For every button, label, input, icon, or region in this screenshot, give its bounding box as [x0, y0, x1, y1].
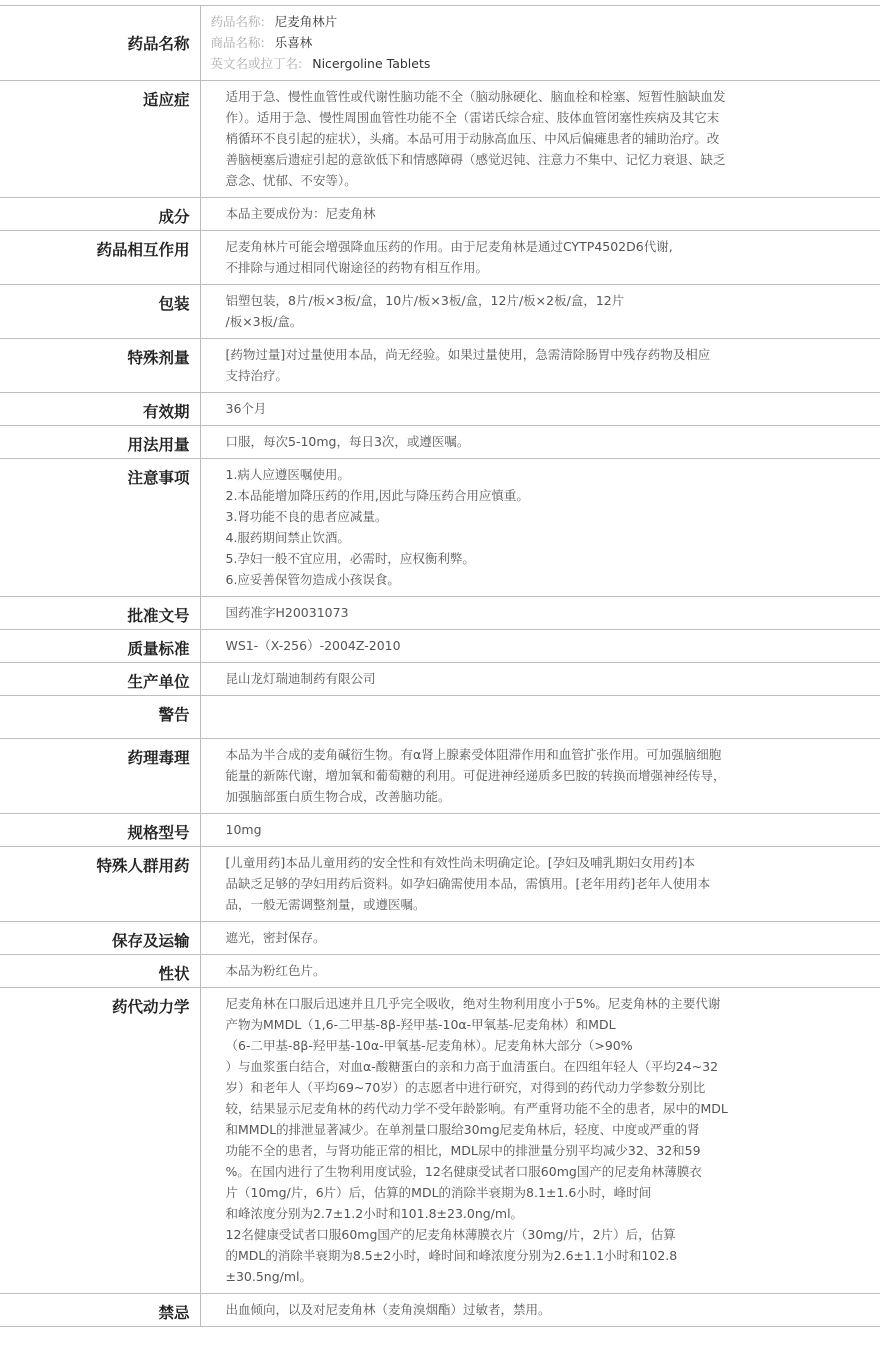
value-line: 遮光，密封保存。: [225, 930, 326, 945]
row-value: [200, 922, 880, 955]
row-label-text: 特殊人群用药: [96, 857, 190, 875]
value-line: （6-二甲基-8β-羟甲基-10α-甲氧基-尼麦角林）。尼麦角林大部分（>90%: [225, 1038, 633, 1053]
value-line: 意念、忧郁、不安等）。: [225, 173, 357, 188]
row-label-text: 成分: [158, 208, 190, 226]
row-label: [0, 630, 200, 663]
value-line: 品缺乏足够的孕妇用药后资料。如孕妇确需使用本品，需慎用。[老年用药]老年人使用本: [225, 876, 711, 891]
row-value: [200, 663, 880, 696]
trade-name-line: [211, 32, 861, 53]
row-label-text: 药理毒理: [127, 749, 190, 767]
value-line: 口服，每次5-10mg，每日3次，或遵医嘱。: [225, 434, 470, 449]
row-label: [0, 663, 200, 696]
value-line: 12名健康受试者口服60mg国产的尼麦角林薄膜衣片（30mg/片，2片）后，估算: [225, 1227, 676, 1242]
row-value: [200, 393, 880, 426]
row-label-text: 警告: [158, 706, 190, 724]
row-label: [0, 988, 200, 1294]
value-line: %。在国内进行了生物利用度试验，12名健康受试者口服60mg国产的尼麦角林薄膜衣: [225, 1164, 702, 1179]
row-label: [0, 847, 200, 922]
row-label: [0, 739, 200, 814]
row-label: [0, 696, 200, 739]
value-line: 功能不全的患者，与肾功能正常的相比，MDL尿中的排泄量分别平均减少32、32和59: [225, 1143, 701, 1158]
value-line: 3.肾功能不良的患者应减量。: [225, 509, 388, 524]
value-line: 5.孕妇一般不宜应用，必需时，应权衡利弊。: [225, 551, 475, 566]
value-line: 和峰浓度分别为2.7±1.2小时和101.8±23.0ng/ml。: [225, 1206, 524, 1221]
row-value: [200, 630, 880, 663]
row-label: [0, 393, 200, 426]
row-label: [0, 1294, 200, 1327]
value-line: 支持治疗。: [225, 368, 289, 383]
row-label: [0, 285, 200, 339]
row-label-text: 批准文号: [127, 607, 190, 625]
value-line: ）与血浆蛋白结合，对血α-酸糖蛋白的亲和力高于血清蛋白。在四组年轻人（平均24~32: [225, 1059, 719, 1074]
row-value: [200, 198, 880, 231]
table-row: [0, 955, 880, 988]
row-label-text: 注意事项: [127, 469, 190, 487]
value-line: 本品主要成份为：尼麦角林: [225, 206, 376, 221]
table-row: [0, 459, 880, 597]
row-value: [200, 1294, 880, 1327]
drug-info-table: [0, 5, 880, 1327]
table-row: [0, 339, 880, 393]
value-line: 岁）和老年人（平均69~70岁）的志愿者中进行研究，对得到的药代动力学参数分别比: [225, 1080, 706, 1095]
value-line: 本品为半合成的麦角碱衍生物。有α肾上腺素受体阻滞作用和血管扩张作用。可加强脑细胞: [225, 747, 722, 762]
value-line: 适用于急、慢性血管性或代谢性脑功能不全（脑动脉硬化、脑血栓和栓塞、短暂性脑缺血发: [225, 89, 726, 104]
row-value: [200, 81, 880, 198]
empty-value: [226, 701, 861, 732]
row-label-text: 包装: [158, 295, 190, 313]
value-line: 品，一般无需调整剂量，或遵医嘱。: [225, 897, 426, 912]
trade-name-value: 乐喜林: [274, 35, 313, 50]
row-label-text: 药品相互作用: [96, 241, 190, 259]
row-label: [0, 955, 200, 988]
row-label-text: 禁忌: [158, 1304, 190, 1322]
row-drug-name: [0, 6, 880, 81]
value-line: 10mg: [225, 822, 262, 837]
value-line: 出血倾向，以及对尼麦角林（麦角溴烟酯）过敏者，禁用。: [225, 1302, 551, 1317]
table-row: [0, 988, 880, 1294]
table-row: [0, 285, 880, 339]
row-label: [0, 6, 200, 81]
row-value: [200, 6, 880, 81]
table-row: [0, 1294, 880, 1327]
value-line: 产物为MMDL（1,6-二甲基-8β-羟甲基-10α-甲氧基-尼麦角林）和MDL: [225, 1017, 616, 1032]
value-line: 1.病人应遵医嘱使用。: [225, 467, 350, 482]
row-label: [0, 198, 200, 231]
row-value: [200, 426, 880, 459]
value-line: 善脑梗塞后遗症引起的意欲低下和情感障碍（感觉迟钝、注意力不集中、记忆力衰退、缺乏: [225, 152, 726, 167]
row-value: [200, 696, 880, 739]
row-label: [0, 459, 200, 597]
row-value: [200, 847, 880, 922]
row-label: [0, 922, 200, 955]
value-line: 作）。适用于急、慢性周围血管性功能不全（雷诺氏综合症、肢体血管闭塞性疾病及其它末: [225, 110, 720, 125]
value-line: 昆山龙灯瑞迪制药有限公司: [225, 671, 376, 686]
value-line: 加强脑部蛋白质生物合成，改善脑功能。: [225, 789, 451, 804]
value-line: /板×3板/盒。: [225, 314, 303, 329]
value-line: 国药准字H20031073: [225, 605, 349, 620]
value-line: 片（10mg/片，6片）后，估算的MDL的消除半衰期为8.1±1.6小时，峰时间: [225, 1185, 652, 1200]
row-value: [200, 597, 880, 630]
english-name-line: [211, 53, 861, 74]
table-row: [0, 630, 880, 663]
table-row: [0, 847, 880, 922]
generic-name-key: 药品名称:: [210, 14, 265, 29]
generic-name-value: 尼麦角林片: [274, 14, 338, 29]
value-line: ±30.5ng/ml。: [225, 1269, 313, 1284]
table-row: [0, 663, 880, 696]
table-row: [0, 597, 880, 630]
row-label-text: 规格型号: [127, 824, 190, 842]
table-row: [0, 393, 880, 426]
row-label: [0, 814, 200, 847]
value-line: 4.服药期间禁止饮酒。: [225, 530, 350, 545]
table-row: [0, 739, 880, 814]
row-label-text: 药代动力学: [111, 998, 190, 1016]
value-line: 和MMDL的排泄显著减少。在单剂量口服给30mg尼麦角林后，轻度、中度或严重的肾: [225, 1122, 700, 1137]
row-value: [200, 988, 880, 1294]
row-value: [200, 339, 880, 393]
row-label-text: 适应症: [142, 91, 190, 109]
value-line: 6.应妥善保管勿造成小孩误食。: [225, 572, 400, 587]
value-line: 不排除与通过相同代谢途径的药物有相互作用。: [225, 260, 489, 275]
row-value: [200, 459, 880, 597]
table-row: [0, 922, 880, 955]
value-line: WS1-（X-256）-2004Z-2010: [225, 638, 401, 653]
value-line: 能量的新陈代谢，增加氧和葡萄糖的利用。可促进神经递质多巴胺的转换而增强神经传导，: [225, 768, 726, 783]
value-line: 尼麦角林片可能会增强降血压药的作用。由于尼麦角林是通过CYTP4502D6代谢,: [225, 239, 673, 254]
row-label-text: 保存及运输: [111, 932, 190, 950]
row-label-text: 生产单位: [127, 673, 190, 691]
row-value: [200, 739, 880, 814]
value-line: 梢循环不良引起的症状），头痛。本品可用于动脉高血压、中风后偏瘫患者的辅助治疗。改: [225, 131, 720, 146]
table-row: [0, 426, 880, 459]
row-label-text: 药品名称: [127, 35, 190, 53]
row-label-text: 用法用量: [127, 436, 190, 454]
row-label: [0, 597, 200, 630]
value-line: 36个月: [225, 401, 267, 416]
row-label-text: 性状: [158, 965, 190, 983]
value-line: 较，结果显示尼麦角林的药代动力学不受年龄影响。有严重肾功能不全的患者，尿中的MDL: [225, 1101, 728, 1116]
row-value: [200, 814, 880, 847]
table-row: [0, 231, 880, 285]
row-label: [0, 426, 200, 459]
row-value: [200, 285, 880, 339]
trade-name-key: 商品名称:: [210, 35, 265, 50]
value-line: 尼麦角林在口服后迅速并且几乎完全吸收，绝对生物利用度小于5%。尼麦角林的主要代谢: [225, 996, 721, 1011]
value-line: 铝塑包装，8片/板×3板/盒，10片/板×3板/盒，12片/板×2板/盒，12片: [225, 293, 625, 308]
english-name-value: Nicergoline Tablets: [312, 56, 431, 71]
generic-name-line: [211, 11, 861, 32]
value-line: 2.本品能增加降压药的作用,因此与降压药合用应慎重。: [225, 488, 529, 503]
table-row: [0, 81, 880, 198]
value-line: [儿童用药]本品儿童用药的安全性和有效性尚未明确定论。[孕妇及哺乳期妇女用药]本: [225, 855, 696, 870]
row-label: [0, 339, 200, 393]
table-row: [0, 198, 880, 231]
row-label-text: 有效期: [142, 403, 190, 421]
table-row: [0, 814, 880, 847]
value-line: 本品为粉红色片。: [225, 963, 326, 978]
english-name-key: 英文名或拉丁名:: [210, 56, 303, 71]
table-row: [0, 696, 880, 739]
row-label-text: 质量标准: [127, 640, 190, 658]
row-label: [0, 81, 200, 198]
row-label-text: 特殊剂量: [127, 349, 190, 367]
row-value: [200, 231, 880, 285]
row-value: [200, 955, 880, 988]
row-label: [0, 231, 200, 285]
value-line: [药物过量]对过量使用本品，尚无经验。如果过量使用，急需清除肠胃中残存药物及相应: [225, 347, 711, 362]
value-line: 的MDL的消除半衰期为8.5±2小时，峰时间和峰浓度分别为2.6±1.1小时和102.8: [225, 1248, 678, 1263]
